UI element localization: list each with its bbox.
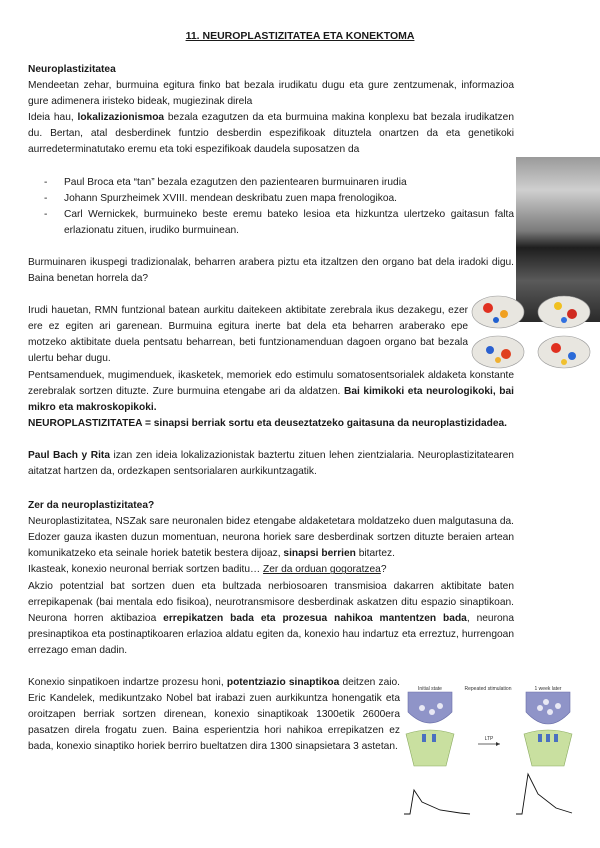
document-body bbox=[28, 62, 514, 755]
bullet-list bbox=[28, 175, 514, 239]
list-item: - Paul Broca eta “tan” bezala ezagutzen den pazientearen burmuinaren irudia bbox=[28, 175, 514, 191]
section-heading-neuroplasticity: Neuroplastizitatea bbox=[28, 64, 116, 75]
paragraph: Irudi hauetan, RMN funtzional batean aurkitu daitekeen aktibitate zerebrala ikus dezakegu, ezer ere ez egiten ari garenean. Burmuina egitura inerte bat dela eta beharren araberako epe motzeko aktibitate duela pentsatu beharrean, beti funtzionamenduan dagoen organo bat bezala ulertu behar dugu. bbox=[28, 305, 468, 365]
figure-label-left: Initial state bbox=[418, 686, 442, 692]
paragraph: Ideia hau, lokalizazionismoa bezala ezagutzen da eta burmuina makina konplexu bat bezala irudikatzen du. Bertan, atal desberdinek funtzio desberdin espezifikoak dituztela onartzen da eta genetikoki aurredeterminatutako eremu eta toki espezifikoak daudela suposatzen da bbox=[28, 112, 514, 156]
paragraph: Mendeetan zehar, burmuina egitura finko bat bezala irudikatu dugu eta gure zentzumenak, informazioa gure adimenera iristeko bideak, mugiezinak direla bbox=[28, 80, 514, 108]
section-heading-what-is: Zer da neuroplastizitatea? bbox=[28, 500, 155, 512]
synaptic-potentiation-diagram bbox=[400, 682, 576, 822]
paragraph: Pentsamenduek, mugimenduek, ikasketek, memoriek edo estimulu somatosentsorialek aldaketa konstante zerebralak sortzen dituzte. Zure burmuina etengabe ari da aldatzen. Bai kimikoki eta neurologikoki, bai mikro eta makroskopikoki. bbox=[28, 369, 515, 413]
figure-arrow-label: LTP bbox=[484, 736, 494, 742]
list-item: - Carl Wernickek, burmuineko beste eremu bateko lesioa eta hizkuntza ulertzeko gaitasun falta erlazionatu zituen, irudiko burmuinean. bbox=[28, 207, 514, 239]
paragraph: Ikasteak, konexio neuronal berriak sortzen baditu… Zer da orduan gogoratzea? bbox=[28, 564, 387, 576]
paragraph: Akzio potentzial bat sortzen duen eta bultzada nerbiosoaren transmisioa dakarren aktibitate baten errepikapenak (bai mentala edo fisikoa), neurotransmisore desberdinak askatzen ditu espazio sinaptikoan. Neurona horren aktibazioa errepikatzen bada eta prozesua nahikoa mantentzen bada, neurona presinaptikoa eta postinaptikoaren erlazioa aldatu egiten da, konexio hau indartuz eta erreztuz, hurrengoan errezago eman dadin. bbox=[28, 580, 514, 656]
paragraph: Neuroplastizitatea, NSZak sare neuronalen bidez etengabe aldaketetara moldatzeko duen malgutasuna da. Edozer gauza ikasten duzun momentuan, neurona horiek sare desberdinak sortzen dituzte beraien artean komunikatzeko eta seinale horiek batetik bestera dijoaz, sinapsi berrien bitartez. bbox=[28, 516, 514, 560]
fmri-brain-scans-image bbox=[468, 290, 600, 376]
definition: NEUROPLASTIZITATEA = sinapsi berriak sortu eta deuseztatzeko gaitasuna da neuroplastizidadea. bbox=[28, 417, 508, 429]
paragraph: Paul Bach y Rita izan zen ideia lokalizazionistak baztertu zituen lehen zientzialaria. Neuroplastizitatearen aitatzat hartzen da, ordezkapen sentsorialaren aurkikuntzagatik. bbox=[28, 449, 514, 477]
figure-label-center: Repeated stimulation bbox=[464, 686, 512, 692]
list-item: - Johann Spurzheimek XVIII. mendean deskribatu zuen mapa frenologikoa. bbox=[28, 191, 514, 207]
page-title: 11. NEUROPLASTIZITATEA ETA KONEKTOMA bbox=[185, 30, 415, 42]
paragraph: Burmuinaren ikuspegi tradizionalak, beharren arabera piztu eta itzaltzen den organo bat dela iradoki digu. Baina benetan horrela da? bbox=[28, 256, 514, 285]
paragraph: Konexio sinpatikoen indartze prozesu honi, potentziazio sinaptikoa deitzen zaio. Eric Kandelek, medikuntzako Nobel bat irabazi zuen aurkikuntza honengatik eta oroitzapen berriak sortzen direnean, konexio sinaptikoak 1300etik 2600era pasatzen direla frogatu zuen. Baina esperientzia hori nahikoa errepikatzen ez bada, konexio sinaptiko horiek berriro bueltatzen dira 1300 sinapsietara 3 astetan. bbox=[28, 677, 401, 753]
figure-label-right: 1 week later bbox=[534, 686, 562, 692]
